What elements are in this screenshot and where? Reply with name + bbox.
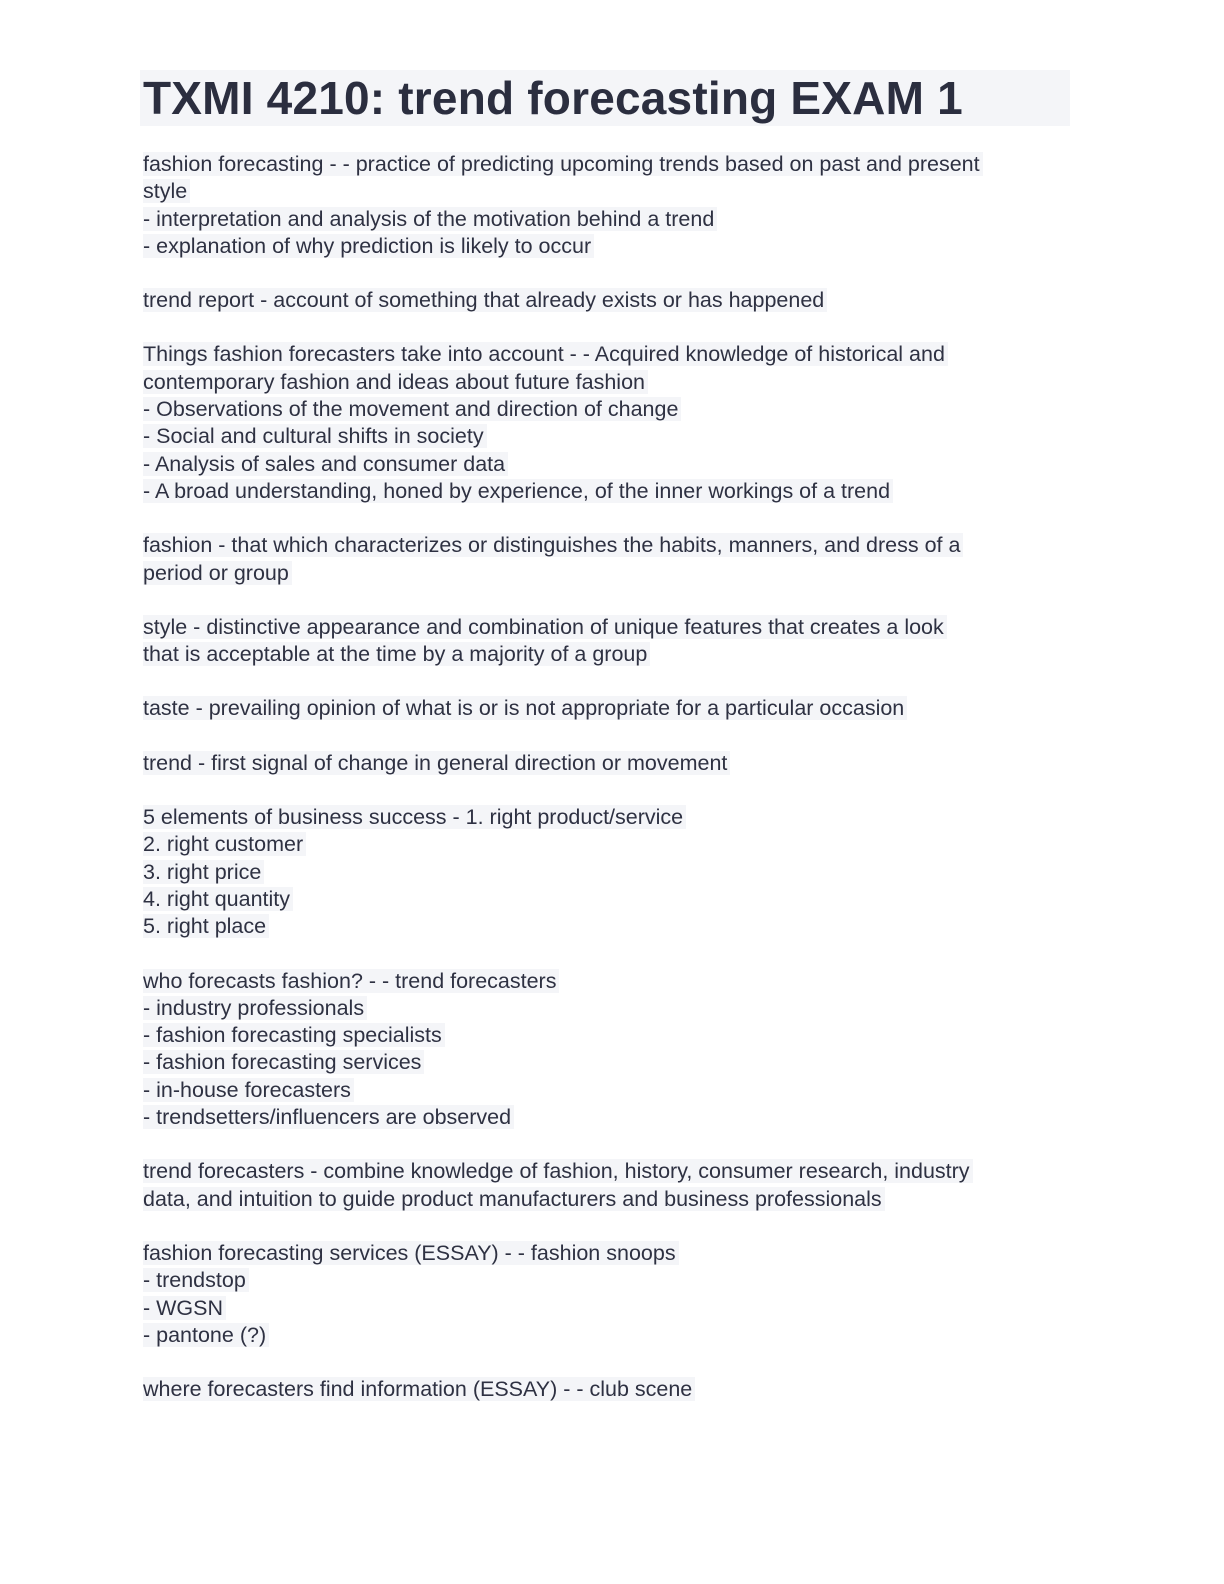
flashcard-trend xyxy=(143,750,1073,777)
card-line: 3. right price xyxy=(143,860,264,884)
card-line: - explanation of why prediction is likely to occur xyxy=(143,234,594,258)
card-line: - trendsetters/influencers are observed xyxy=(143,1105,514,1129)
card-line: - Social and cultural shifts in society xyxy=(143,424,487,448)
card-line: trend report - account of something that already exists or has happened xyxy=(143,288,827,312)
flashcard-forecasting-services xyxy=(143,1240,1073,1349)
card-line: trend - first signal of change in general direction or movement xyxy=(143,751,730,775)
flashcard-who-forecasts xyxy=(143,968,1073,1132)
card-line: who forecasts fashion? - - trend forecasters xyxy=(143,969,559,993)
card-line: 5 elements of business success - 1. right product/service xyxy=(143,805,686,829)
flashcard-trend-report xyxy=(143,287,1073,314)
card-line: - industry professionals xyxy=(143,996,367,1020)
card-line: fashion forecasting - - practice of predicting upcoming trends based on past and present xyxy=(143,152,983,176)
card-line: - WGSN xyxy=(143,1296,226,1320)
card-line: - fashion forecasting specialists xyxy=(143,1023,445,1047)
flashcard-fashion xyxy=(143,532,1073,587)
card-line: Things fashion forecasters take into account - - Acquired knowledge of historical and xyxy=(143,342,948,366)
flashcard-fashion-forecasting xyxy=(143,151,1073,260)
card-line: style xyxy=(143,179,190,203)
card-line: - in-house forecasters xyxy=(143,1078,354,1102)
card-line: taste - prevailing opinion of what is or is not appropriate for a particular occasion xyxy=(143,696,907,720)
flashcard-business-success xyxy=(143,804,1073,940)
card-line: - Analysis of sales and consumer data xyxy=(143,452,508,476)
card-line: - Observations of the movement and direction of change xyxy=(143,397,681,421)
title-banner xyxy=(140,70,1070,126)
flashcard-style xyxy=(143,614,1073,669)
flashcard-taste xyxy=(143,695,1073,722)
flashcard-trend-forecasters xyxy=(143,1158,1073,1213)
card-line: 2. right customer xyxy=(143,832,306,856)
card-line: contemporary fashion and ideas about future fashion xyxy=(143,370,648,394)
document-page xyxy=(143,70,1073,1430)
card-line: style - distinctive appearance and combination of unique features that creates a look xyxy=(143,615,947,639)
card-line: - trendstop xyxy=(143,1268,249,1292)
page-title: TXMI 4210: trend forecasting EXAM 1 xyxy=(143,72,963,124)
card-line: - A broad understanding, honed by experience, of the inner workings of a trend xyxy=(143,479,893,503)
flashcard-list xyxy=(143,151,1073,1403)
flashcard-things-forecasters-consider xyxy=(143,341,1073,505)
card-line: trend forecasters - combine knowledge of fashion, history, consumer research, industry xyxy=(143,1159,973,1183)
card-line: fashion forecasting services (ESSAY) - - fashion snoops xyxy=(143,1241,679,1265)
card-line: 5. right place xyxy=(143,914,269,938)
card-line: - fashion forecasting services xyxy=(143,1050,424,1074)
card-line: that is acceptable at the time by a majority of a group xyxy=(143,642,650,666)
card-line: fashion - that which characterizes or distinguishes the habits, manners, and dress of a xyxy=(143,533,963,557)
card-line: period or group xyxy=(143,561,292,585)
card-line: 4. right quantity xyxy=(143,887,293,911)
card-line: - pantone (?) xyxy=(143,1323,269,1347)
card-line: data, and intuition to guide product manufacturers and business professionals xyxy=(143,1187,885,1211)
flashcard-where-forecasters-find-info xyxy=(143,1376,1073,1403)
card-line: where forecasters find information (ESSAY) - - club scene xyxy=(143,1377,695,1401)
card-line: - interpretation and analysis of the motivation behind a trend xyxy=(143,207,717,231)
